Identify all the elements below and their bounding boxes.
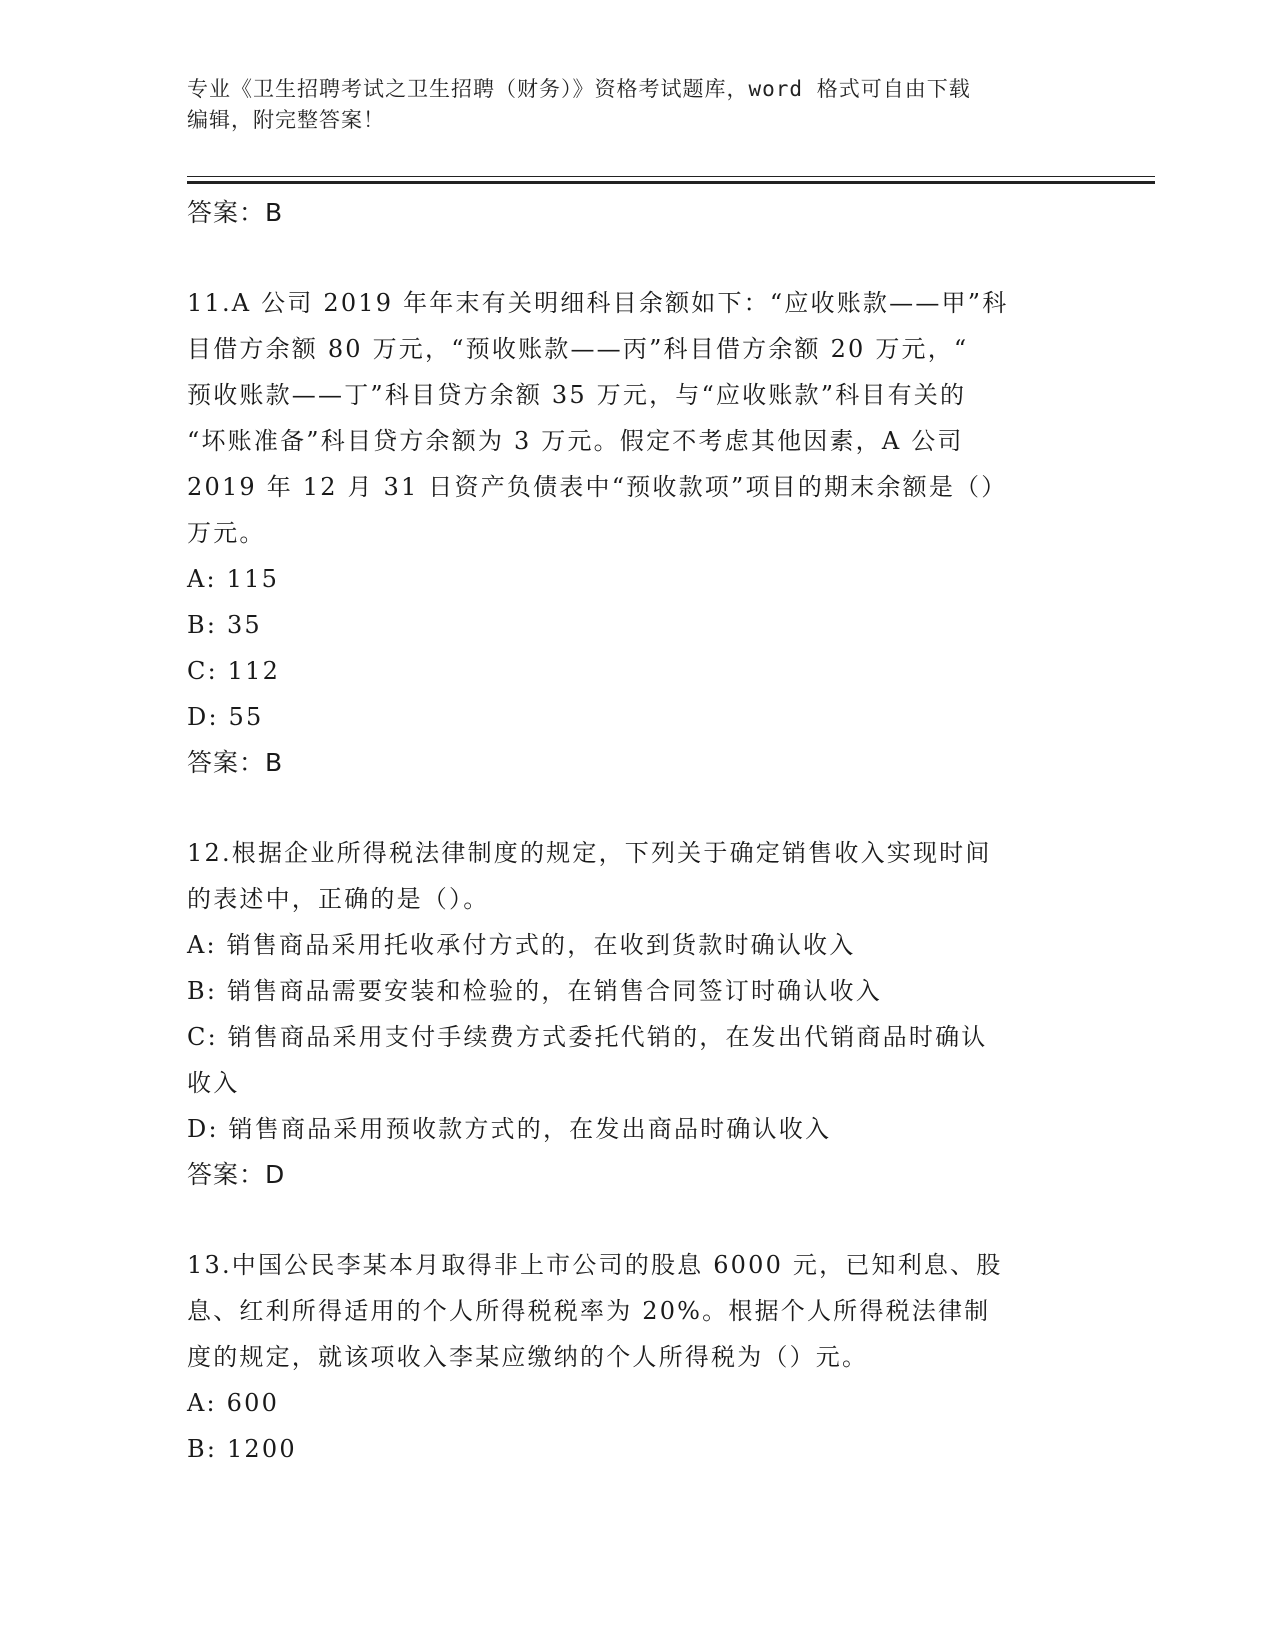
question-text-line: 目借方余额 80 万元，“预收账款——丙”科目借方余额 20 万元，“ (187, 335, 969, 363)
spacer (187, 236, 1087, 280)
page-header (187, 74, 1077, 136)
question-text-line: 12.根据企业所得税法律制度的规定，下列关于确定销售收入实现时间 (187, 839, 992, 867)
question-text-line: 11.A 公司 2019 年年末有关明细科目余额如下：“应收账款——甲”科 (187, 289, 1009, 317)
question-text-line: 息、红利所得适用的个人所得税税率为 20%。根据个人所得税法律制 (187, 1297, 991, 1325)
spacer (187, 786, 1087, 830)
question-text-line: 预收账款——丁”科目贷方余额 35 万元，与“应收账款”科目有关的 (187, 381, 967, 409)
option-a: A: 600 (187, 1389, 280, 1417)
option-d: D: 55 (187, 703, 264, 731)
option-b: B: 销售商品需要安装和检验的，在销售合同签订时确认收入 (187, 977, 882, 1005)
question-12 (187, 830, 1087, 1198)
question-text-line: 度的规定，就该项收入李某应缴纳的个人所得税为（）元。 (187, 1343, 869, 1371)
option-c-continued: 收入 (187, 1069, 240, 1097)
spacer (187, 1198, 1087, 1242)
header-divider-thick (187, 181, 1155, 184)
question-11 (187, 280, 1087, 786)
option-a: A: 115 (187, 565, 280, 593)
question-text-line: 13.中国公民李某本月取得非上市公司的股息 6000 元，已知利息、股 (187, 1251, 1003, 1279)
option-b: B: 1200 (187, 1435, 297, 1463)
document-body (187, 190, 1087, 1472)
answer: 答案：B (187, 748, 284, 777)
answer: 答案：D (187, 1160, 286, 1189)
previous-answer: 答案：B (187, 198, 284, 227)
option-c: C: 112 (187, 657, 281, 685)
header-line-2: 编辑，附完整答案！ (187, 108, 385, 132)
question-text-line: 万元。 (187, 519, 266, 547)
question-text-line: “坏账准备”科目贷方余额为 3 万元。假定不考虑其他因素，A 公司 (187, 427, 964, 455)
header-line-1: 专业《卫生招聘考试之卫生招聘（财务）》资格考试题库，word 格式可自由下载 (187, 77, 971, 101)
question-text-line: 2019 年 12 月 31 日资产负债表中“预收款项”项目的期末余额是（） (187, 473, 1008, 501)
question-13 (187, 1242, 1087, 1472)
option-d: D: 销售商品采用预收款方式的，在发出商品时确认收入 (187, 1115, 832, 1143)
header-divider-thin (187, 176, 1155, 177)
option-a: A: 销售商品采用托收承付方式的，在收到货款时确认收入 (187, 931, 856, 959)
option-c: C: 销售商品采用支付手续费方式委托代销的，在发出代销商品时确认 (187, 1023, 988, 1051)
question-text-line: 的表述中，正确的是（）。 (187, 885, 490, 913)
option-b: B: 35 (187, 611, 262, 639)
